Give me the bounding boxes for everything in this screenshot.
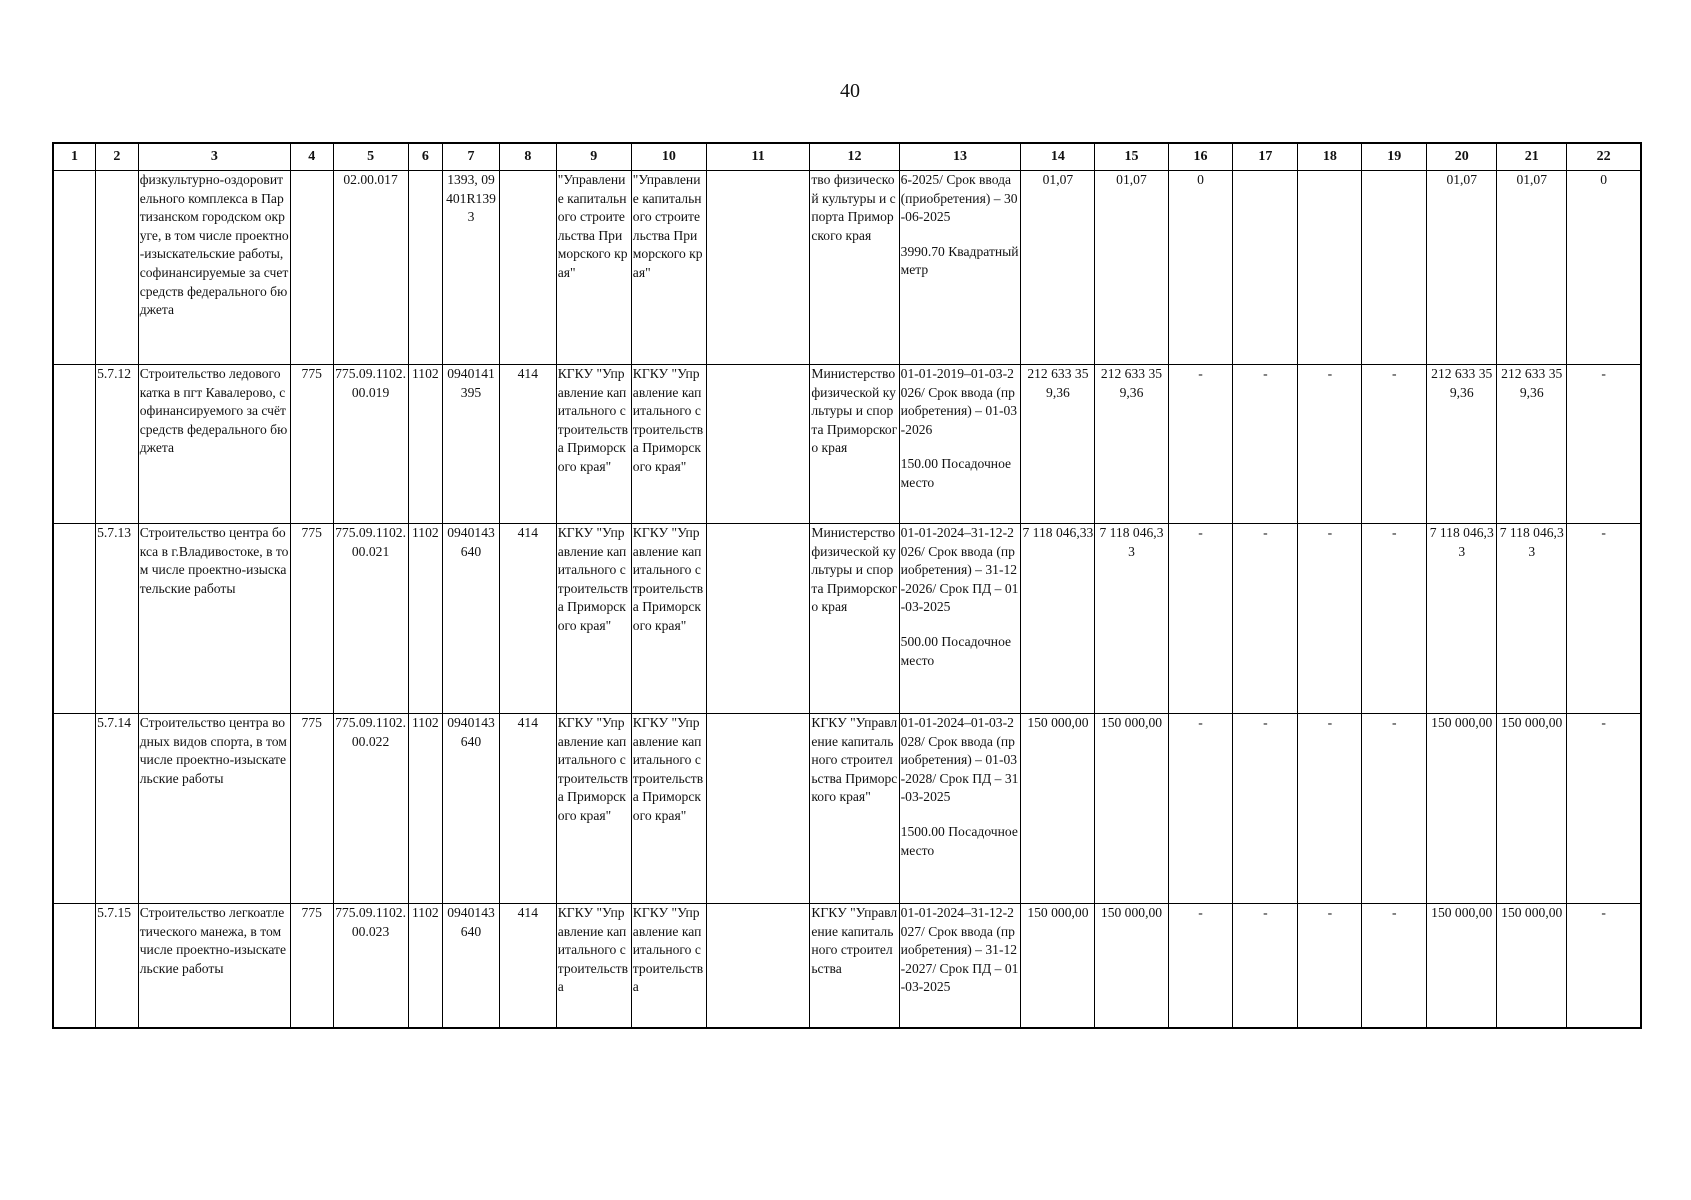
- cell-col-15: 01,07: [1095, 171, 1168, 365]
- cell-col-17: -: [1233, 524, 1298, 714]
- cell-col-10: КГКУ "Управление капитального строительства Приморского края": [631, 365, 706, 524]
- cell-col-4: 775: [290, 365, 333, 524]
- cell-col-7: 1393, 09401R1393: [443, 171, 500, 365]
- cell-col-11: [706, 365, 809, 524]
- cell-col-5: 775.09.1102.00.023: [333, 904, 408, 1028]
- cell-col-17: -: [1233, 714, 1298, 904]
- cell-col-8: 414: [499, 365, 556, 524]
- cell-col-1: [53, 365, 96, 524]
- cell-col-22: -: [1567, 714, 1641, 904]
- cell-col-3: физкультурно-оздоровительного комплекса в Партизанском городском округе, в том числе проектно-изыскательские работы, софинансируемые за счет средств федерального бюджета: [138, 171, 290, 365]
- cell-col-4: 775: [290, 714, 333, 904]
- cell-col-19: -: [1362, 904, 1427, 1028]
- cell-col-18: -: [1298, 714, 1362, 904]
- column-header-18: 18: [1298, 143, 1362, 171]
- column-header-22: 22: [1567, 143, 1641, 171]
- column-header-16: 16: [1168, 143, 1233, 171]
- cell-term-text: 01-01-2019–01-03-2026/ Срок ввода (приобретения) – 01-03-2026: [900, 366, 1018, 437]
- cell-col-10: КГКУ "Управление капитального строительства Приморского края": [631, 524, 706, 714]
- cell-col-14: 150 000,00: [1021, 714, 1095, 904]
- cell-term-text: 01-01-2024–31-12-2026/ Срок ввода (приобретения) – 31-12-2026/ Срок ПД – 01-03-2025: [900, 525, 1019, 615]
- cell-col-20: 7 118 046,33: [1427, 524, 1497, 714]
- table-row: [53, 904, 1641, 1028]
- cell-col-15: 150 000,00: [1095, 904, 1168, 1028]
- cell-col-4: 775: [290, 904, 333, 1028]
- cell-col-10: "Управление капитального строительства Приморского края": [631, 171, 706, 365]
- column-header-15: 15: [1095, 143, 1168, 171]
- cell-col-1: [53, 904, 96, 1028]
- cell-col-7: 0940143640: [443, 904, 500, 1028]
- cell-col-16: -: [1168, 714, 1233, 904]
- cell-col-9: КГКУ "Управление капитального строительства Приморского края": [556, 714, 631, 904]
- cell-col-11: [706, 904, 809, 1028]
- cell-col-18: -: [1298, 904, 1362, 1028]
- cell-col-2: 5.7.13: [96, 524, 139, 714]
- cell-col-14: 150 000,00: [1021, 904, 1095, 1028]
- cell-col-19: -: [1362, 714, 1427, 904]
- cell-col-21: 150 000,00: [1497, 904, 1567, 1028]
- cell-col-5: 775.09.1102.00.022: [333, 714, 408, 904]
- cell-col-17: [1233, 171, 1298, 365]
- column-header-17: 17: [1233, 143, 1298, 171]
- cell-col-20: 150 000,00: [1427, 714, 1497, 904]
- column-header-2: 2: [96, 143, 139, 171]
- cell-col-16: -: [1168, 904, 1233, 1028]
- cell-col-16: 0: [1168, 171, 1233, 365]
- cell-col-15: 212 633 359,36: [1095, 365, 1168, 524]
- column-header-3: 3: [138, 143, 290, 171]
- cell-col-9: "Управление капитального строительства Приморского края": [556, 171, 631, 365]
- cell-col-21: 150 000,00: [1497, 714, 1567, 904]
- cell-col-18: -: [1298, 524, 1362, 714]
- table-row: [53, 365, 1641, 524]
- cell-capacity-text: 150.00 Посадочное место: [900, 456, 1012, 490]
- column-header-5: 5: [333, 143, 408, 171]
- cell-col-18: -: [1298, 365, 1362, 524]
- header-row: [53, 143, 1641, 171]
- cell-col-11: [706, 714, 809, 904]
- cell-col-2: 5.7.15: [96, 904, 139, 1028]
- column-header-6: 6: [408, 143, 442, 171]
- column-header-13: 13: [899, 143, 1021, 171]
- cell-col-20: 01,07: [1427, 171, 1497, 365]
- cell-col-4: [290, 171, 333, 365]
- page-number: 40: [840, 80, 860, 102]
- table-row: [53, 171, 1641, 365]
- cell-col-12: Министерство физической культуры и спорта Приморского края: [810, 524, 899, 714]
- column-header-9: 9: [556, 143, 631, 171]
- cell-col-1: [53, 524, 96, 714]
- cell-term-text: 01-01-2024–01-03-2028/ Срок ввода (приобретения) – 01-03-2028/ Срок ПД – 31-03-2025: [900, 715, 1019, 805]
- cell-col-12: Министерство физической культуры и спорта Приморского края: [810, 365, 899, 524]
- cell-col-13: [899, 714, 1021, 904]
- column-header-12: 12: [810, 143, 899, 171]
- cell-term-text: 6-2025/ Срок ввода (приобретения) – 30-06-2025: [900, 172, 1018, 225]
- cell-col-7: 0940143640: [443, 524, 500, 714]
- column-header-10: 10: [631, 143, 706, 171]
- cell-col-16: -: [1168, 365, 1233, 524]
- cell-col-8: 414: [499, 714, 556, 904]
- cell-capacity-text: 3990.70 Квадратный метр: [900, 243, 1019, 278]
- column-header-19: 19: [1362, 143, 1427, 171]
- cell-col-22: 0: [1567, 171, 1641, 365]
- cell-col-19: -: [1362, 365, 1427, 524]
- cell-col-6: [408, 171, 442, 365]
- cell-col-21: 7 118 046,33: [1497, 524, 1567, 714]
- cell-col-13: [899, 171, 1021, 365]
- cell-col-20: 150 000,00: [1427, 904, 1497, 1028]
- cell-col-3: Строительство центра бокса в г.Владивостоке, в том числе проектно-изыскательские работы: [138, 524, 290, 714]
- cell-col-9: КГКУ "Управление капитального строительства Приморского края": [556, 524, 631, 714]
- cell-col-19: -: [1362, 524, 1427, 714]
- cell-col-7: 0940143640: [443, 714, 500, 904]
- cell-col-13: [899, 524, 1021, 714]
- cell-col-15: 150 000,00: [1095, 714, 1168, 904]
- cell-col-14: 01,07: [1021, 171, 1095, 365]
- cell-col-22: -: [1567, 524, 1641, 714]
- cell-col-6: 1102: [408, 904, 442, 1028]
- cell-col-22: -: [1567, 904, 1641, 1028]
- cell-col-12: КГКУ "Управление капитального строительства: [810, 904, 899, 1028]
- budget-table: [52, 142, 1642, 1029]
- cell-col-13: [899, 904, 1021, 1028]
- cell-col-10: КГКУ "Управление капитального строительства Приморского края": [631, 714, 706, 904]
- cell-col-7: 0940141395: [443, 365, 500, 524]
- cell-term-text: 01-01-2024–31-12-2027/ Срок ввода (приобретения) – 31-12-2027/ Срок ПД – 01-03-2025: [900, 905, 1019, 995]
- column-header-7: 7: [443, 143, 500, 171]
- cell-col-17: -: [1233, 904, 1298, 1028]
- column-header-4: 4: [290, 143, 333, 171]
- cell-col-20: 212 633 359,36: [1427, 365, 1497, 524]
- cell-col-6: 1102: [408, 365, 442, 524]
- column-header-1: 1: [53, 143, 96, 171]
- cell-col-6: 1102: [408, 714, 442, 904]
- cell-col-4: 775: [290, 524, 333, 714]
- column-header-20: 20: [1427, 143, 1497, 171]
- cell-col-1: [53, 714, 96, 904]
- cell-col-17: -: [1233, 365, 1298, 524]
- cell-col-2: 5.7.12: [96, 365, 139, 524]
- cell-col-10: КГКУ "Управление капитального строительства: [631, 904, 706, 1028]
- column-header-8: 8: [499, 143, 556, 171]
- table-row: [53, 714, 1641, 904]
- cell-col-3: Строительство ледового катка в пгт Кавалерово, софинансируемого за счёт средств федерального бюджета: [138, 365, 290, 524]
- column-header-11: 11: [706, 143, 809, 171]
- cell-col-9: КГКУ "Управление капитального строительства: [556, 904, 631, 1028]
- cell-col-13: [899, 365, 1021, 524]
- cell-col-21: 01,07: [1497, 171, 1567, 365]
- cell-col-3: Строительство центра водных видов спорта, в том числе проектно-изыскательские работы: [138, 714, 290, 904]
- cell-col-15: 7 118 046,33: [1095, 524, 1168, 714]
- cell-capacity-text: 1500.00 Посадочное место: [900, 823, 1018, 858]
- table-row: [53, 524, 1641, 714]
- cell-col-2: [96, 171, 139, 365]
- cell-col-12: тво физической культуры и спорта Приморского края: [810, 171, 899, 365]
- cell-col-11: [706, 524, 809, 714]
- cell-col-14: 212 633 359,36: [1021, 365, 1095, 524]
- cell-col-18: [1298, 171, 1362, 365]
- cell-col-6: 1102: [408, 524, 442, 714]
- cell-col-14: 7 118 046,33: [1021, 524, 1095, 714]
- cell-capacity-text: 500.00 Посадочное место: [900, 633, 1012, 668]
- cell-col-8: 414: [499, 524, 556, 714]
- cell-col-21: 212 633 359,36: [1497, 365, 1567, 524]
- cell-col-9: КГКУ "Управление капитального строительства Приморского края": [556, 365, 631, 524]
- cell-col-12: КГКУ "Управление капитального строительства Приморского края": [810, 714, 899, 904]
- cell-col-22: -: [1567, 365, 1641, 524]
- cell-col-16: -: [1168, 524, 1233, 714]
- cell-col-19: [1362, 171, 1427, 365]
- cell-col-8: [499, 171, 556, 365]
- cell-col-3: Строительство легкоатлетического манежа, в том числе проектно-изыскательские работы: [138, 904, 290, 1028]
- cell-col-5: 775.09.1102.00.021: [333, 524, 408, 714]
- cell-col-8: 414: [499, 904, 556, 1028]
- cell-col-1: [53, 171, 96, 365]
- cell-col-5: 775.09.1102.00.019: [333, 365, 408, 524]
- column-header-21: 21: [1497, 143, 1567, 171]
- column-header-14: 14: [1021, 143, 1095, 171]
- cell-col-11: [706, 171, 809, 365]
- cell-col-5: 02.00.017: [333, 171, 408, 365]
- cell-col-2: 5.7.14: [96, 714, 139, 904]
